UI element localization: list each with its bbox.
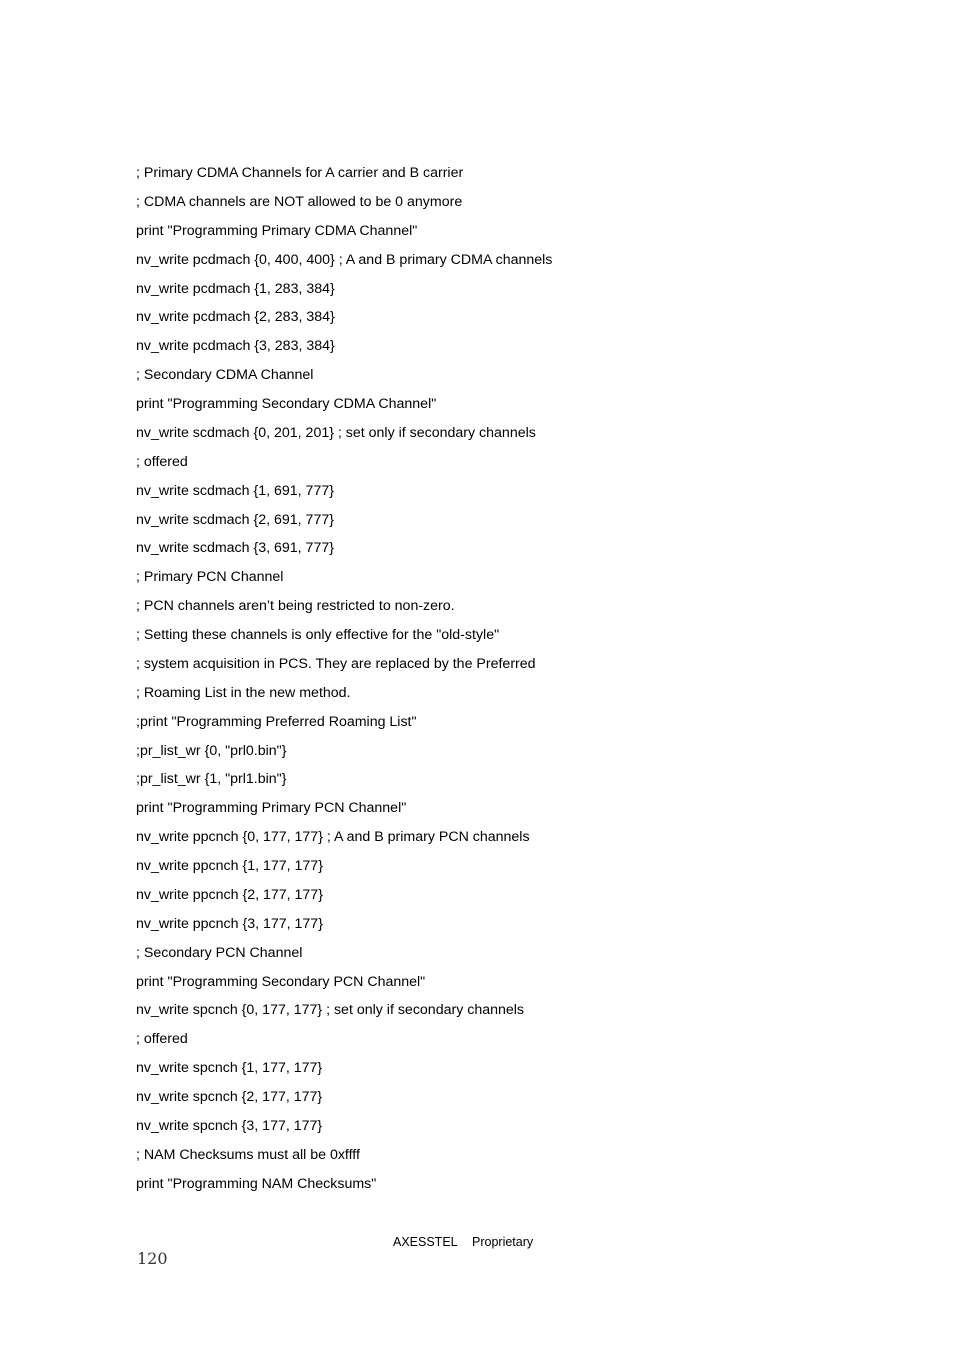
code-line: nv_write scdmach {0, 201, 201} ; set only if secondary channels xyxy=(136,424,536,441)
code-line: ; offered xyxy=(136,453,188,470)
code-line: nv_write pcdmach {3, 283, 384} xyxy=(136,338,335,355)
code-line: nv_write pcdmach {2, 283, 384} xyxy=(136,309,335,326)
code-line: print "Programming Primary PCN Channel" xyxy=(136,800,407,817)
code-line: ; Primary PCN Channel xyxy=(136,569,284,586)
code-line: nv_write ppcnch {2, 177, 177} xyxy=(136,886,323,903)
code-line: nv_write pcdmach {1, 283, 384} xyxy=(136,280,335,297)
code-line: ;pr_list_wr {1, "prl1.bin"} xyxy=(136,771,287,788)
code-line: nv_write spcnch {1, 177, 177} xyxy=(136,1060,323,1077)
code-line: ; Roaming List in the new method. xyxy=(136,684,351,701)
code-line: nv_write ppcnch {3, 177, 177} xyxy=(136,915,323,932)
code-line: ; Primary CDMA Channels for A carrier and B carrier xyxy=(136,165,464,181)
code-line: ; PCN channels aren’t being restricted to non-zero. xyxy=(136,598,455,615)
footer-proprietary-label: Proprietary xyxy=(472,1235,534,1249)
code-line: ;print "Programming Preferred Roaming List" xyxy=(136,713,417,730)
code-line: nv_write ppcnch {1, 177, 177} xyxy=(136,858,323,874)
code-line: nv_write scdmach {1, 691, 777} xyxy=(136,482,334,499)
code-line: ; CDMA channels are NOT allowed to be 0 anymore xyxy=(136,193,463,210)
code-line: ; Setting these channels is only effective for the "old-style" xyxy=(136,627,500,643)
code-line: print "Programming Primary CDMA Channel" xyxy=(136,222,418,239)
code-line: nv_write spcnch {0, 177, 177} ; set only if secondary channels xyxy=(136,1002,525,1019)
script-listing xyxy=(136,159,552,1199)
code-line: nv_write scdmach {2, 691, 777} xyxy=(136,511,334,528)
code-line: nv_write pcdmach {0, 400, 400} ; A and B primary CDMA channels xyxy=(136,251,553,268)
code-line: print "Programming NAM Checksums" xyxy=(136,1175,377,1192)
code-line: nv_write ppcnch {0, 177, 177} ; A and B primary PCN channels xyxy=(136,829,530,846)
code-line: print "Programming Secondary CDMA Channel" xyxy=(136,396,437,412)
code-line: ; NAM Checksums must all be 0xffff xyxy=(136,1146,360,1163)
footer-company: AXESSTEL xyxy=(393,1235,458,1249)
code-line: ; system acquisition in PCS. They are replaced by the Preferred xyxy=(136,655,536,672)
code-line: ;pr_list_wr {0, "prl0.bin"} xyxy=(136,742,287,759)
code-line: print "Programming Secondary PCN Channel" xyxy=(136,973,426,990)
code-line: ; offered xyxy=(136,1031,188,1048)
page-number: 120 xyxy=(137,1249,168,1268)
code-line: ; Secondary PCN Channel xyxy=(136,944,303,961)
code-line: nv_write spcnch {3, 177, 177} xyxy=(136,1117,323,1134)
code-line: nv_write scdmach {3, 691, 777} xyxy=(136,540,334,557)
code-line: ; Secondary CDMA Channel xyxy=(136,367,314,384)
code-line: nv_write spcnch {2, 177, 177} xyxy=(136,1089,323,1105)
